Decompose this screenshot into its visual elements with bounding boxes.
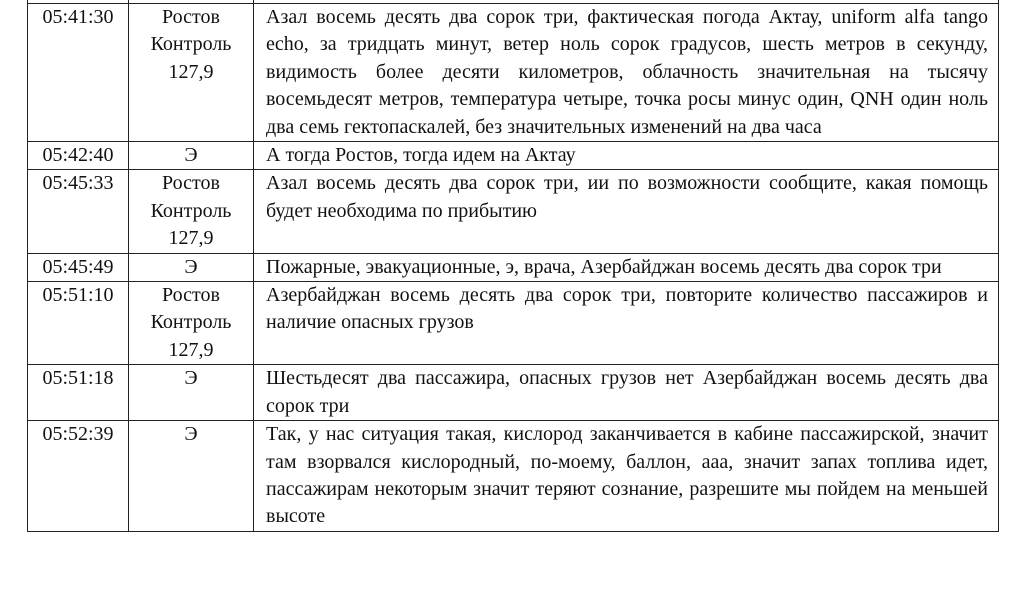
table-row [28,4,999,142]
table-row [28,421,999,532]
speaker-line: Э [184,255,198,278]
speaker-cell [129,421,254,532]
message-cell: Азал восемь десять два сорок три, фактическая погода Актау, uniform alfa tango echo, за тридцать минут, ветер ноль сорок градусов, шесть метров в секунду, видимость более десяти километров, облачность значительная на тысячу восемьдесят метров, температура четыре, точка росы минус один, QNH один ноль два семь гектопаскалей, без значительных изменений на два часа [254,4,999,142]
table-row [28,365,999,421]
time-cell: 05:52:39 [28,421,129,532]
time-cell: 05:41:30 [28,4,129,142]
speaker-line: 127,9 [168,60,214,83]
message-cell: Азербайджан восемь десять два сорок три, повторите количество пассажиров и наличие опасных грузов [254,282,999,365]
speaker-line: Ростов [162,6,220,28]
time-cell: 05:51:10 [28,282,129,365]
speaker-line: Э [184,144,198,167]
speaker-cell [129,365,254,421]
speaker-line: Контроль [150,33,232,56]
speaker-line: Ростов [162,284,220,307]
speaker-line: 127,9 [168,338,214,361]
transcript-table [27,0,999,532]
message-cell: Шестьдесят два пассажира, опасных грузов нет Азербайджан восемь десять два сорок три [254,365,999,421]
message-cell: Азал восемь десять два сорок три, ии по возможности сообщите, какая помощь будет необходима по прибытию [254,170,999,253]
speaker-cell [129,4,254,142]
table-row [28,282,999,365]
speaker-line: Контроль [150,199,232,222]
speaker-line: Ростов [162,172,220,195]
message-cell: А тогда Ростов, тогда идем на Актау [254,142,999,170]
speaker-cell [129,253,254,281]
message-cell: Пожарные, эвакуационные, э, врача, Азербайджан восемь десять два сорок три [254,253,999,281]
speaker-cell [129,170,254,253]
time-cell: 05:45:33 [28,170,129,253]
message-cell: Так, у нас ситуация такая, кислород заканчивается в кабине пассажирской, значит там взорвался кислородный, по-моему, баллон, ааа, значит запах топлива идет, пассажирам некоторым значит теряют сознание, разрешите мы пойдем на меньшей высоте [254,421,999,532]
speaker-line: Э [184,367,198,390]
table-row [28,142,999,170]
time-cell: 05:51:18 [28,365,129,421]
speaker-cell [129,282,254,365]
speaker-cell [129,142,254,170]
speaker-line: Контроль [150,311,232,334]
table-row [28,170,999,253]
time-cell: 05:45:49 [28,253,129,281]
table-row [28,253,999,281]
speaker-line: 127,9 [168,227,214,250]
speaker-line: Э [184,423,198,446]
time-cell: 05:42:40 [28,142,129,170]
